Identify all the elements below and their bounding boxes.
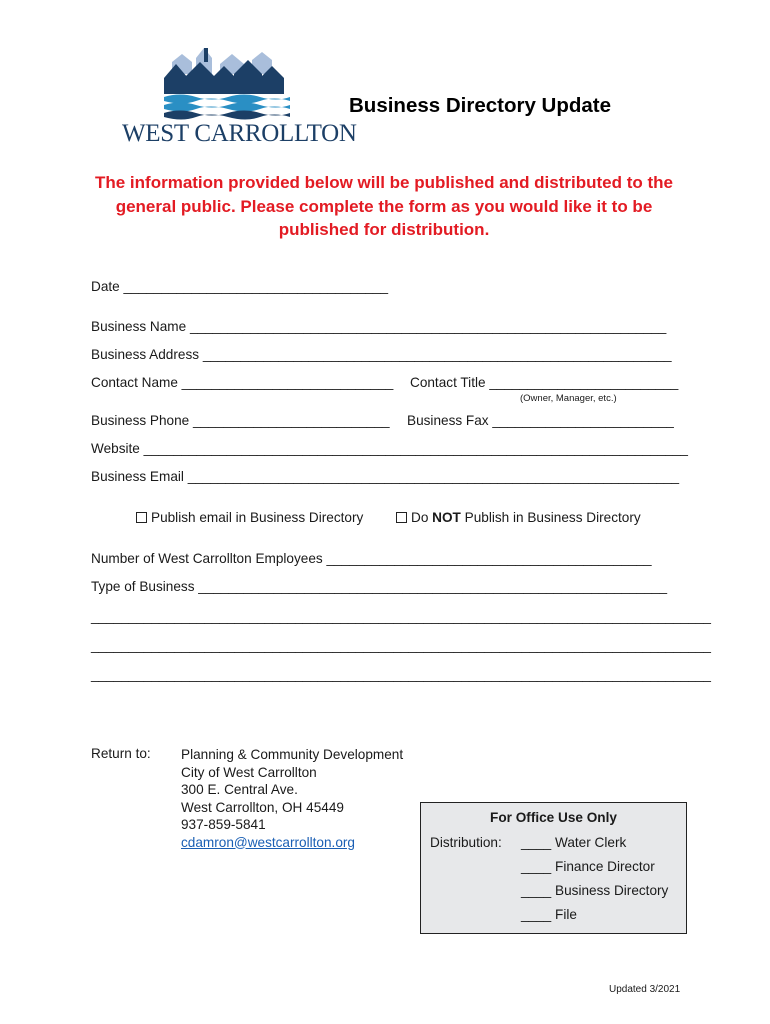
website-field[interactable]: Website ________________________________________________________________________ (91, 441, 688, 456)
distribution-label: Distribution: (430, 835, 502, 850)
contact-title-field[interactable]: Contact Title _________________________ (410, 375, 679, 390)
date-field[interactable]: Date ___________________________________ (91, 279, 389, 294)
public-notice: The information provided below will be published and distributed to the general public. Please complete the form as you would like it to be published for distribution. (94, 173, 673, 239)
department: Planning & Community Development (181, 747, 404, 762)
publish-email-label: Publish email in Business Directory (151, 510, 364, 525)
do-not-publish-option[interactable] (396, 510, 641, 525)
business-phone-field[interactable]: Business Phone __________________________ (91, 413, 390, 428)
logo-text: WEST CARROLLTON (122, 120, 357, 147)
business-fax-field[interactable]: Business Fax ________________________ (407, 413, 674, 428)
office-item-business-directory[interactable]: ____ Business Directory (521, 883, 669, 898)
document-title: Business Directory Update (349, 94, 612, 117)
return-address (181, 746, 403, 851)
blank-line[interactable]: __________________________________________________________________________________ (91, 667, 711, 682)
publish-email-option[interactable] (136, 510, 363, 525)
city-name: City of West Carrollton (181, 764, 317, 780)
employees-field[interactable]: Number of West Carrollton Employees ___________________________________________ (91, 551, 652, 566)
office-item-water-clerk[interactable]: ____ Water Clerk (521, 835, 627, 850)
do-not-suffix: Publish in Business Directory (460, 510, 641, 525)
office-use-title: For Office Use Only (490, 810, 617, 825)
do-not-emphasis: NOT (432, 510, 461, 525)
blank-line[interactable]: __________________________________________________________________________________ (91, 609, 711, 624)
city-state-zip: West Carrollton, OH 45449 (181, 799, 344, 815)
type-of-business-field[interactable]: Type of Business ______________________________________________________________ (91, 579, 668, 594)
return-to-label: Return to: (91, 746, 151, 761)
phone-number: 937-859-5841 (181, 817, 266, 832)
city-skyline-icon (120, 44, 332, 124)
business-email-field[interactable]: Business Email _________________________________________________________________ (91, 469, 680, 484)
contact-name-field[interactable]: Contact Name ____________________________ (91, 375, 394, 390)
business-address-field[interactable]: Business Address ______________________________________________________________ (91, 347, 672, 362)
office-item-file[interactable]: ____ File (521, 907, 577, 922)
updated-date: Updated 3/2021 (609, 984, 681, 995)
email-link[interactable]: cdamron@westcarrollton.org (181, 834, 355, 850)
do-not-prefix: Do (411, 510, 433, 525)
street-address: 300 E. Central Ave. (181, 782, 298, 797)
blank-line[interactable]: __________________________________________________________________________________ (91, 638, 711, 653)
do-not-publish-checkbox[interactable] (396, 512, 407, 523)
office-item-finance-director[interactable]: ____ Finance Director (521, 859, 655, 874)
contact-title-hint: (Owner, Manager, etc.) (520, 393, 617, 404)
office-use-box (420, 802, 687, 934)
publish-email-checkbox[interactable] (136, 512, 147, 523)
business-name-field[interactable]: Business Name _______________________________________________________________ (91, 319, 667, 334)
